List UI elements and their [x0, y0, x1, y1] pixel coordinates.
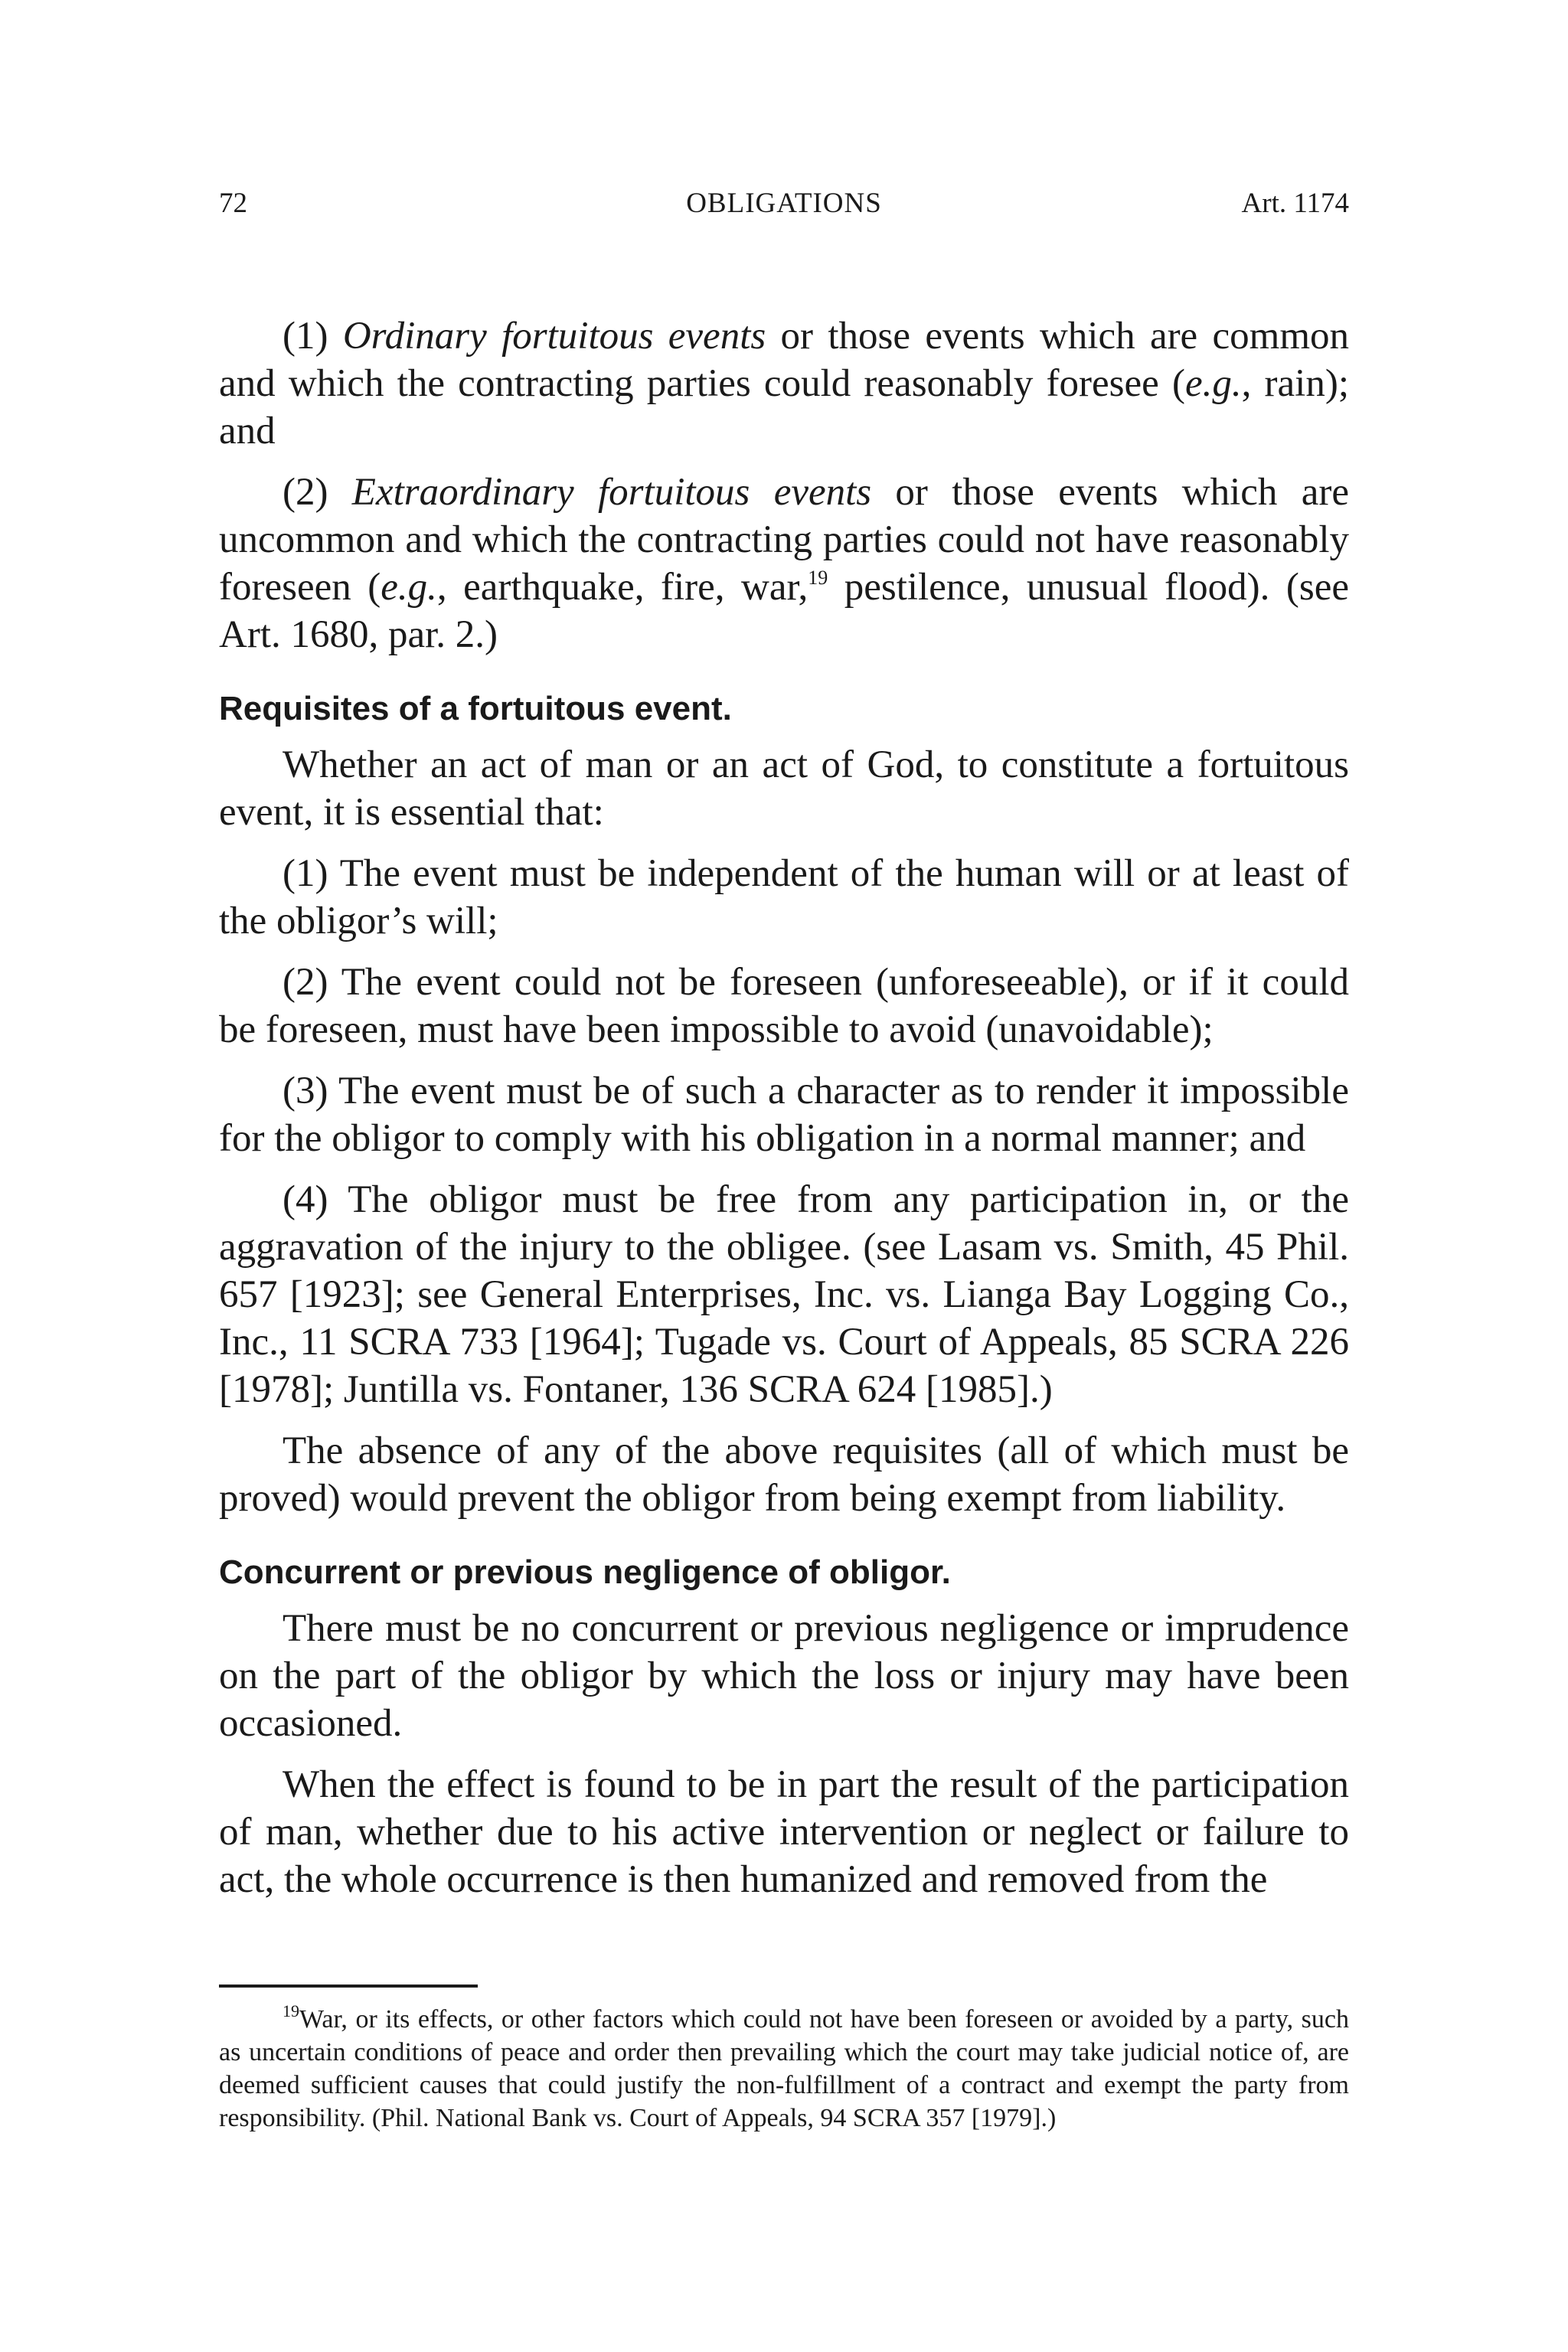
running-head: [219, 181, 1349, 227]
page-number: 72: [219, 188, 247, 219]
negligence-paragraph: When the effect is found to be in part the result of the participation of man, whether due to his active intervention or neglect or failure to act, the whole occurrence is then humanized and removed from the: [219, 1763, 1349, 1901]
negligence-paragraph: There must be no concurrent or previous negligence or imprudence on the part of the obligor by which the loss or injury may have been occasioned.: [219, 1607, 1349, 1745]
eg-abbreviation: e.g.: [1184, 362, 1242, 405]
requisite-item: (3) The event must be of such a character as to render it impossible for the obligor to comply with his obligation in a normal manner; and: [219, 1070, 1349, 1160]
ordinary-fortuitous-events-paragraph: [219, 312, 1349, 455]
extraordinary-fortuitous-events-term: Extraordinary fortuitous events: [351, 471, 872, 514]
article-reference: Art. 1174: [1241, 188, 1349, 219]
footnote-number: 19: [283, 2001, 299, 2020]
footnote: [219, 2003, 1349, 2135]
body-text: [219, 312, 1349, 1917]
eg-abbreviation: e.g.: [381, 566, 437, 609]
requisite-item: (4) The obligor must be free from any participation in, or the aggravation of the injury to the obligee. (see Lasam vs. Smith, 45 Phil. 657 [1923]; see General Enterprises, Inc. vs. Lianga Bay Logging Co., Inc., 11 SCRA 733 [1964]; Tugade vs. Court of Appeals, 85 SCRA 226 [1978]; Juntilla vs. Fontaner, 136 SCRA 624 [1985].): [219, 1178, 1349, 1411]
requisites-intro: Whether an act of man or an act of God, to constitute a fortuitous event, it is essential that:: [219, 743, 1349, 834]
requisites-closing: The absence of any of the above requisites (all of which must be proved) would prevent the obligor from being exempt from liability.: [219, 1429, 1349, 1520]
requisite-item: (2) The event could not be foreseen (unforeseeable), or if it could be foreseen, must have been impossible to avoid (unavoidable);: [219, 961, 1349, 1051]
paragraph-text: , rain); and: [219, 362, 1349, 452]
item-number: (2): [283, 471, 352, 514]
footnote-divider: [219, 1984, 478, 1988]
footnote-text: War, or its effects, or other factors which could not have been foreseen or avoided by a party, such as uncertain conditions of peace and order then prevailing which the court may take judicial notice of, are deemed sufficient causes that could justify the non-fulfillment of a contract and exempt the party from responsibility. (Phil. National Bank vs. Court of Appeals, 94 SCRA 357 [1979].): [219, 2005, 1349, 2132]
running-title: OBLIGATIONS: [686, 188, 882, 219]
negligence-heading: Concurrent or previous negligence of obligor.: [219, 1553, 951, 1591]
paragraph-text: , earthquake, fire, war,: [436, 566, 808, 609]
paragraph-text: pestilence, unusual flood). (see Art. 1680, par. 2.): [219, 566, 1349, 656]
ordinary-fortuitous-events-term: Ordinary fortuitous events: [342, 315, 766, 358]
footnote-reference: 19: [808, 567, 828, 589]
paragraph-text: or those events which are common and which the contracting parties could reasonably foresee (: [219, 315, 1350, 405]
item-number: (1): [283, 315, 343, 358]
requisite-item: (1) The event must be independent of the human will or at least of the obligor’s will;: [219, 852, 1349, 942]
requisites-heading: Requisites of a fortuitous event.: [219, 690, 732, 727]
paragraph-text: or those events which are uncommon and which the contracting parties could not have reasonably foreseen (: [219, 471, 1349, 609]
extraordinary-fortuitous-events-paragraph: [219, 469, 1349, 658]
